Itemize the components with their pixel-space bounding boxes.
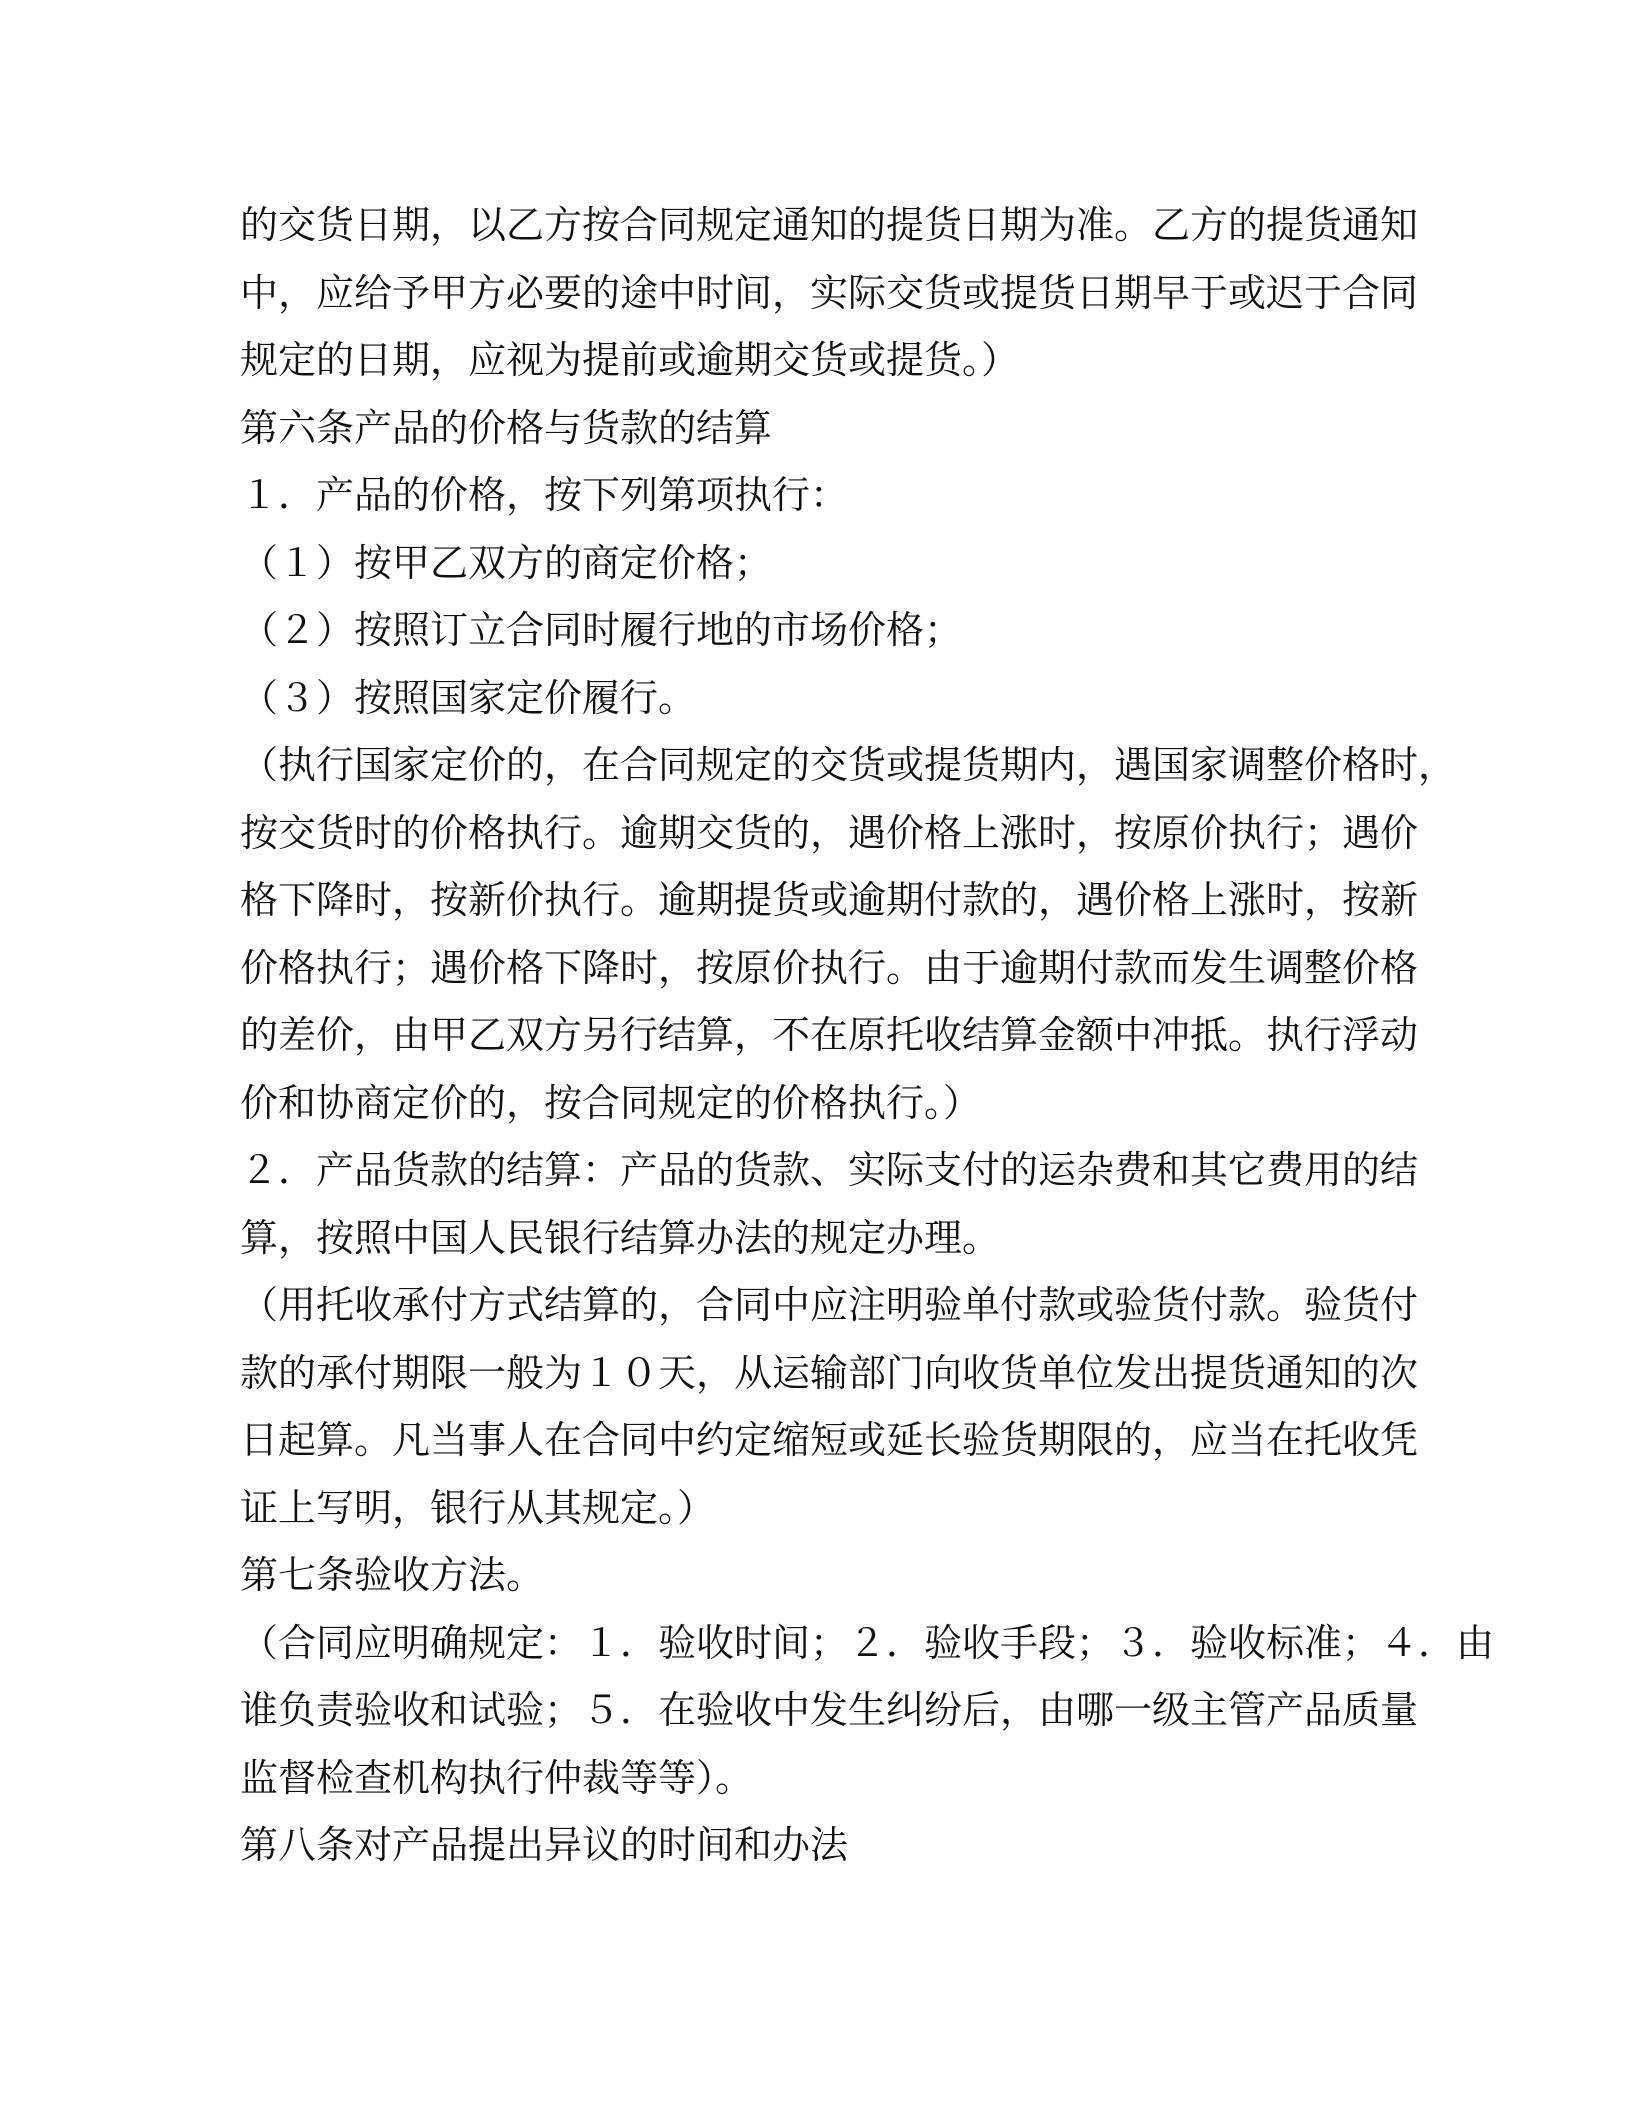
list-item: （１）按甲乙双方的商定价格；: [240, 540, 773, 585]
text-line: 价和协商定价的，按合同规定的价格执行。）: [240, 1080, 982, 1125]
section-heading: 第六条产品的价格与货款的结算: [240, 405, 773, 450]
text-line: 按交货时的价格执行。逾期交货的，遇价格上涨时，按原价执行；遇价: [240, 810, 1419, 855]
text-line: 的差价，由甲乙双方另行结算，不在原托收结算金额中冲抵。执行浮动: [240, 1013, 1419, 1057]
text-line: （用托收承付方式结算的，合同中应注明验单付款或验货付款。验货付: [240, 1283, 1419, 1327]
text-line: 谁负责验收和试验；５．在验收中发生纠纷后，由哪一级主管产品质量: [240, 1688, 1419, 1732]
text-line: 监督检查机构执行仲裁等等）。: [240, 1755, 754, 1800]
text-line: 规定的日期，应视为提前或逾期交货或提货。）: [240, 338, 1020, 382]
list-item: （３）按照国家定价履行。: [240, 675, 697, 720]
text-line: 日起算。凡当事人在合同中约定缩短或延长验货期限的，应当在托收凭: [240, 1418, 1419, 1462]
text-line: ２．产品货款的结算：产品的货款、实际支付的运杂费和其它费用的结: [240, 1148, 1419, 1192]
section-heading: 第八条对产品提出异议的时间和办法: [240, 1823, 849, 1867]
text-line: 算，按照中国人民银行结算办法的规定办理。: [240, 1215, 1001, 1260]
text-line: 格下降时，按新价执行。逾期提货或逾期付款的，遇价格上涨时，按新: [240, 878, 1419, 922]
text-line: 的交货日期，以乙方按合同规定通知的提货日期为准。乙方的提货通知: [240, 203, 1419, 247]
text-line: 款的承付期限一般为１０天，从运输部门向收货单位发出提货通知的次: [240, 1350, 1419, 1395]
section-heading: 第七条验收方法。: [240, 1553, 545, 1597]
text-line: １．产品的价格，按下列第项执行：: [240, 473, 849, 517]
text-line: 价格执行；遇价格下降时，按原价执行。由于逾期付款而发生调整价格: [240, 945, 1419, 990]
list-item: （２）按照订立合同时履行地的市场价格；: [240, 608, 963, 652]
text-line: 证上写明，银行从其规定。）: [240, 1485, 716, 1530]
text-line: 中，应给予甲方必要的途中时间，实际交货或提货日期早于或迟于合同: [240, 270, 1419, 315]
text-line: （执行国家定价的，在合同规定的交货或提货期内，遇国家调整价格时，: [240, 743, 1457, 787]
document-page: [240, 192, 1495, 1880]
text-line: （合同应明确规定：１．验收时间；２．验收手段；３．验收标准；４．由: [240, 1620, 1495, 1665]
